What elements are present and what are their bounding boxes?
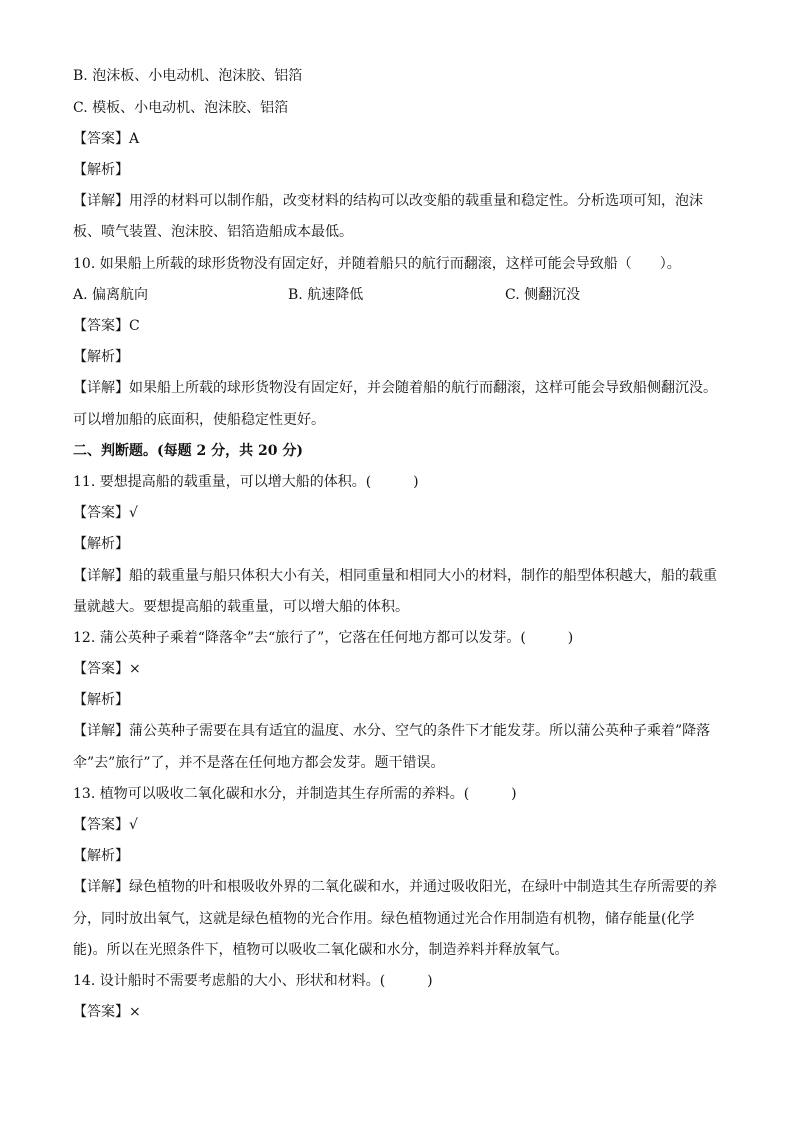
q10-analysis-label: 【解析】 — [73, 349, 129, 365]
q9-answer: 【答案】A — [73, 131, 140, 147]
q11-stem: 11. 要想提高船的载重量，可以增大船的体积。( ) — [73, 474, 419, 490]
q12-detail-line-2: 伞”去”旅行”了，并不是落在任何地方都会发芽。题干错误。 — [73, 755, 445, 771]
q12-stem: 12. 蒲公英种子乘着“降落伞”去“旅行了”，它落在任何地方都可以发芽。( ) — [73, 630, 574, 646]
q10-detail-line-1: 【详解】如果船上所载的球形货物没有固定好，并会随着船的航行而翻滚，这样可能会导致船侧翻沉没。 — [73, 380, 717, 396]
q12-detail-line-1: 【详解】蒲公英种子需要在具有适宜的温度、水分、空气的条件下才能发芽。所以蒲公英种子乘着”降落 — [73, 723, 711, 739]
q10-option-a: A. 偏离航向 — [73, 287, 149, 303]
q13-detail-line-2: 分，同时放出氧气，这就是绿色植物的光合作用。绿色植物通过光合作用制造有机物，储存能量(化学 — [73, 911, 695, 927]
q10-answer: 【答案】C — [73, 318, 140, 334]
q11-answer: 【答案】√ — [73, 505, 138, 521]
q9-detail-line-2: 板、喷气装置、泡沫胶、铝箔造船成本最低。 — [73, 224, 353, 240]
q9-analysis-label: 【解析】 — [73, 162, 129, 178]
q12-analysis-label: 【解析】 — [73, 692, 129, 708]
q9-option-b: B. 泡沫板、小电动机、泡沫胶、铝箔 — [73, 68, 303, 84]
q13-detail-line-3: 能)。所以在光照条件下，植物可以吸收二氧化碳和水分，制造养料并释放氧气。 — [73, 942, 569, 958]
q10-option-b: B. 航速降低 — [288, 287, 364, 303]
q13-answer: 【答案】√ — [73, 817, 138, 833]
q9-detail-line-1: 【详解】用浮的材料可以制作船，改变材料的结构可以改变船的载重量和稳定性。分析选项可知，泡沫 — [73, 193, 703, 209]
q11-detail-line-2: 量就越大。要想提高船的载重量，可以增大船的体积。 — [73, 599, 409, 615]
q9-option-c: C. 模板、小电动机、泡沫胶、铝箔 — [73, 100, 289, 116]
q13-detail-line-1: 【详解】绿色植物的叶和根吸收外界的二氧化碳和水，并通过吸收阳光，在绿叶中制造其生存所需要的养 — [73, 879, 717, 895]
q13-analysis-label: 【解析】 — [73, 848, 129, 864]
q10-options-row — [73, 286, 723, 304]
q10-detail-line-2: 可以增加船的底面积，使船稳定性更好。 — [73, 412, 325, 428]
q10-stem: 10. 如果船上所载的球形货物没有固定好，并随着船只的航行而翻滚，这样可能会导致船（ ）。 — [73, 256, 681, 272]
section-2-heading: 二、判断题。(每题 2 分，共 20 分) — [73, 443, 303, 459]
q10-option-c: C. 侧翻沉没 — [505, 287, 581, 303]
q11-detail-line-1: 【详解】船的载重量与船只体积大小有关，相同重量和相同大小的材料，制作的船型体积越大，船的载重 — [73, 568, 717, 584]
q11-analysis-label: 【解析】 — [73, 536, 129, 552]
q13-stem: 13. 植物可以吸收二氧化碳和水分，并制造其生存所需的养料。( ) — [73, 786, 517, 802]
q12-answer: 【答案】× — [73, 661, 141, 677]
q14-answer: 【答案】× — [73, 1004, 141, 1020]
q14-stem: 14. 设计船时不需要考虑船的大小、形状和材料。( ) — [73, 973, 433, 989]
